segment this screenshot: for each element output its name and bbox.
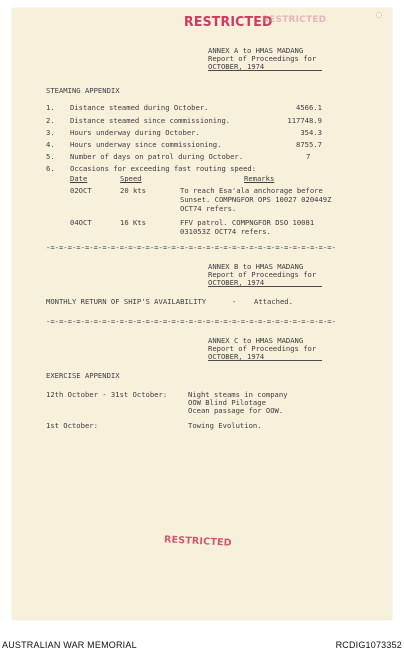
separator-line: -=-=-=-=-=-=-=-=-=-=-=-=-=-=-=-=-=-=-=-=-=-=-=-=-=-=-=-=-=-=-=-=-=- [46,243,336,252]
steaming-item-num: 6. [46,164,55,173]
footer-reference-id: RCDIG1073352 [335,640,402,650]
annex-a-subtitle: Report of Proceedings for [208,54,317,63]
availability-dash: - [232,297,237,306]
steaming-item-label: Hours underway since commissioning. [70,140,222,149]
table-cell-remarks: OCT74 refers. [180,204,237,213]
steaming-item-label: Occasions for exceeding fast routing speed: [70,164,257,173]
annex-b-period [208,278,322,287]
annex-a-title: ANNEX A to HMAS MADANG [208,46,304,55]
annex-c-subtitle: Report of Proceedings for [208,344,317,353]
exercise-item: Ocean passage for OOW. [188,406,284,415]
table-cell-speed: 16 Kts [120,218,146,227]
exercise-item: OOW Blind Pilotage [188,398,266,407]
restricted-stamp-faint: RESTRICTED [262,15,327,25]
steaming-item-value: 117748.9 [287,116,322,125]
steaming-item-value: 7 [306,152,311,161]
steaming-appendix-heading: STEAMING APPENDIX [46,86,120,95]
steaming-item-num: 1. [46,103,55,112]
table-cell-speed: 20 kts [120,186,146,195]
separator-line: -=-=-=-=-=-=-=-=-=-=-=-=-=-=-=-=-=-=-=-=-=-=-=-=-=-=-=-=-=-=-=-=-=- [46,317,336,326]
steaming-item-num: 5. [46,152,55,161]
exercise-date: 1st October: [46,421,98,430]
annex-a-rule [208,70,322,71]
table-cell-remarks: 031053Z OCT74 refers. [180,227,271,236]
annex-b-title: ANNEX B to HMAS MADANG [208,262,304,271]
table-cell-remarks: Sunset. COMPNGFOR OPS 10027 020449Z [180,195,332,204]
steaming-item-value: 4566.1 [296,103,322,112]
table-cell-date: 02OCT [70,186,92,195]
steaming-item-label: Distance steamed during October. [70,103,209,112]
annex-c-period [208,352,322,361]
exercise-item: Towing Evolution. [188,421,262,430]
annex-b-rule [208,286,322,287]
table-header-remarks: Remarks [244,174,275,183]
table-header-speed: Speed [120,174,142,183]
steaming-item-num: 4. [46,140,55,149]
restricted-stamp-bottom: RESTRICTED [163,534,233,549]
footer-source: AUSTRALIAN WAR MEMORIAL [2,640,137,650]
availability-value: Attached. [254,297,293,306]
annex-c-title: ANNEX C to HMAS MADANG [208,336,304,345]
table-header-date: Date [70,174,88,183]
availability-label: MONTHLY RETURN OF SHIP'S AVAILABILITY [46,297,207,306]
steaming-item-label: Distance steamed since commissioning. [70,116,231,125]
annex-c-rule [208,360,322,361]
exercise-date: 12th October - 31st October: [46,390,168,399]
annex-a-period [208,62,322,71]
table-cell-remarks: FFV patrol. COMPNGFOR DSO 10081 [180,218,315,227]
steaming-item-num: 3. [46,128,55,137]
steaming-item-value: 354.3 [300,128,322,137]
annex-c-period-text: OCTOBER, 1974 [208,352,265,361]
exercise-item: Night steams in company [188,390,288,399]
table-cell-remarks: To reach Esa'ala anchorage before [180,186,323,195]
annex-a-period-text: OCTOBER, 1974 [208,62,265,71]
annex-b-subtitle: Report of Proceedings for [208,270,317,279]
steaming-item-value: 8755.7 [296,140,322,149]
steaming-item-label: Number of days on patrol during October. [70,152,244,161]
steaming-item-label: Hours underway during October. [70,128,200,137]
exercise-appendix-heading: EXERCISE APPENDIX [46,371,120,380]
steaming-item-num: 2. [46,116,55,125]
table-cell-date: 04OCT [70,218,92,227]
annex-b-period-text: OCTOBER, 1974 [208,278,265,287]
restricted-stamp-top: RESTRICTED [184,13,273,30]
